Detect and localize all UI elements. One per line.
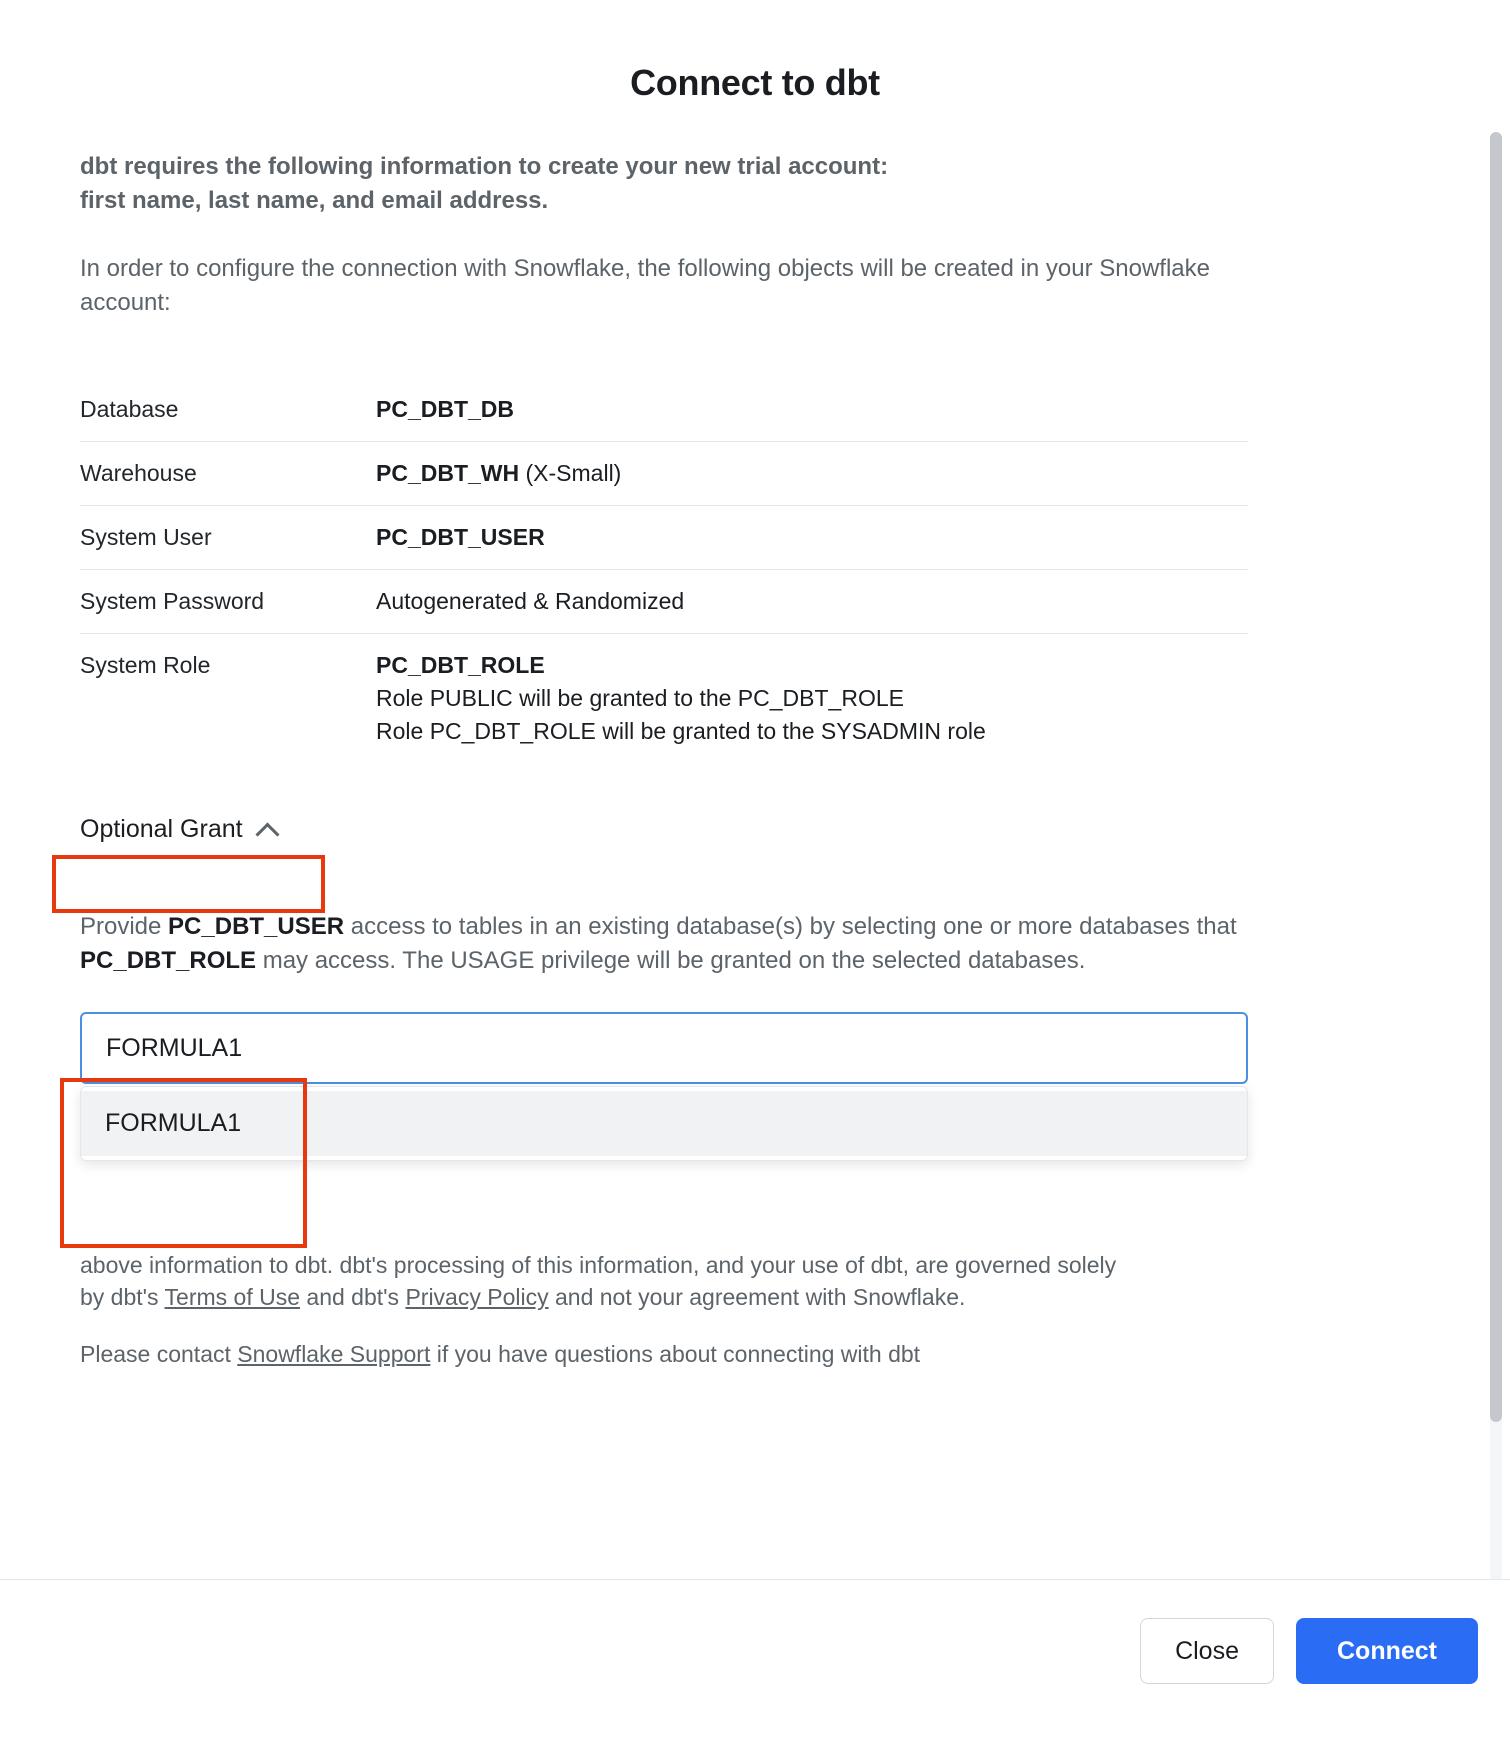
grant-desc-mid: access to tables in an existing database(s) by selecting one or more databases that (344, 913, 1237, 941)
support-post: if you have questions about connecting with dbt (430, 1341, 921, 1368)
support-line (80, 1339, 1250, 1371)
table-row (80, 378, 1248, 442)
row-value-bold: PC_DBT_ROLE (376, 652, 545, 679)
footer-buttons (1140, 1618, 1478, 1684)
terms-of-use-link[interactable]: Terms of Use (164, 1283, 301, 1310)
privacy-policy-link[interactable]: Privacy Policy (405, 1283, 549, 1310)
intro-bold (80, 150, 1430, 218)
legal-line-1: above information to dbt. dbt's processing of this information, and your use of dbt, are governed solely (80, 1252, 1117, 1278)
grant-desc-pre: Provide (80, 913, 169, 941)
optional-grant-wrap (80, 801, 295, 858)
intro-bold-line2: first name, last name, and email address. (80, 187, 549, 215)
row-value-bold: PC_DBT_WH (376, 460, 520, 487)
chevron-up-icon (257, 819, 279, 841)
row-value-bold: PC_DBT_USER (376, 524, 545, 551)
row-value-rest: (X-Small) (519, 460, 622, 487)
close-button[interactable]: Close (1140, 1618, 1274, 1684)
legal-line-2-mid: and dbt's (300, 1283, 406, 1310)
connect-button[interactable]: Connect (1296, 1618, 1478, 1684)
legal-line-2 (80, 1282, 1250, 1314)
row-value-sub2: Role PC_DBT_ROLE will be granted to the SYSADMIN role (376, 718, 986, 745)
database-option-formula1[interactable]: FORMULA1 (81, 1091, 1247, 1156)
row-label: Warehouse (80, 460, 197, 487)
row-value (376, 570, 1248, 634)
optional-grant-toggle[interactable] (80, 801, 295, 858)
row-value (376, 634, 1248, 764)
row-value (376, 442, 1248, 506)
page-title: Connect to dbt (630, 62, 880, 103)
grant-desc-post: may access. The USAGE privilege will be granted on the selected databases. (256, 947, 1086, 975)
row-label: System Role (80, 652, 211, 679)
database-option-list (80, 1086, 1248, 1161)
table-row (80, 442, 1248, 506)
grant-desc-role: PC_DBT_ROLE (80, 947, 257, 975)
account-objects-table (80, 378, 1248, 763)
dialog-body (0, 132, 1510, 1644)
optional-grant-label: Optional Grant (80, 815, 243, 844)
row-value-sub1: Role PUBLIC will be granted to the PC_DBT_ROLE (376, 685, 904, 712)
row-label: System Password (80, 588, 265, 615)
database-combobox (80, 1012, 1248, 1138)
optional-grant-description (80, 910, 1245, 978)
row-value (376, 378, 1248, 442)
database-select-input[interactable] (80, 1012, 1248, 1084)
snowflake-support-link[interactable]: Snowflake Support (237, 1341, 431, 1368)
grant-desc-user: PC_DBT_USER (168, 913, 345, 941)
table-row (80, 634, 1248, 764)
row-label: Database (80, 396, 179, 423)
row-label: System User (80, 524, 212, 551)
legal-line-2-post: and not your agreement with Snowflake. (548, 1283, 966, 1310)
legal-text (80, 1250, 1250, 1371)
intro-bold-line1: dbt requires the following information to create your new trial account: (80, 153, 889, 180)
row-value (376, 506, 1248, 570)
table-row (80, 506, 1248, 570)
table-row (80, 570, 1248, 634)
legal-line-2-pre: by dbt's (80, 1283, 165, 1310)
intro-normal: In order to configure the connection with Snowflake, the following objects will be created in your Snowflake account: (80, 255, 1210, 317)
support-pre: Please contact (80, 1341, 238, 1368)
row-value-rest: Autogenerated & Randomized (376, 588, 685, 615)
dialog-footer (0, 1579, 1510, 1746)
row-value-bold: PC_DBT_DB (376, 396, 515, 423)
